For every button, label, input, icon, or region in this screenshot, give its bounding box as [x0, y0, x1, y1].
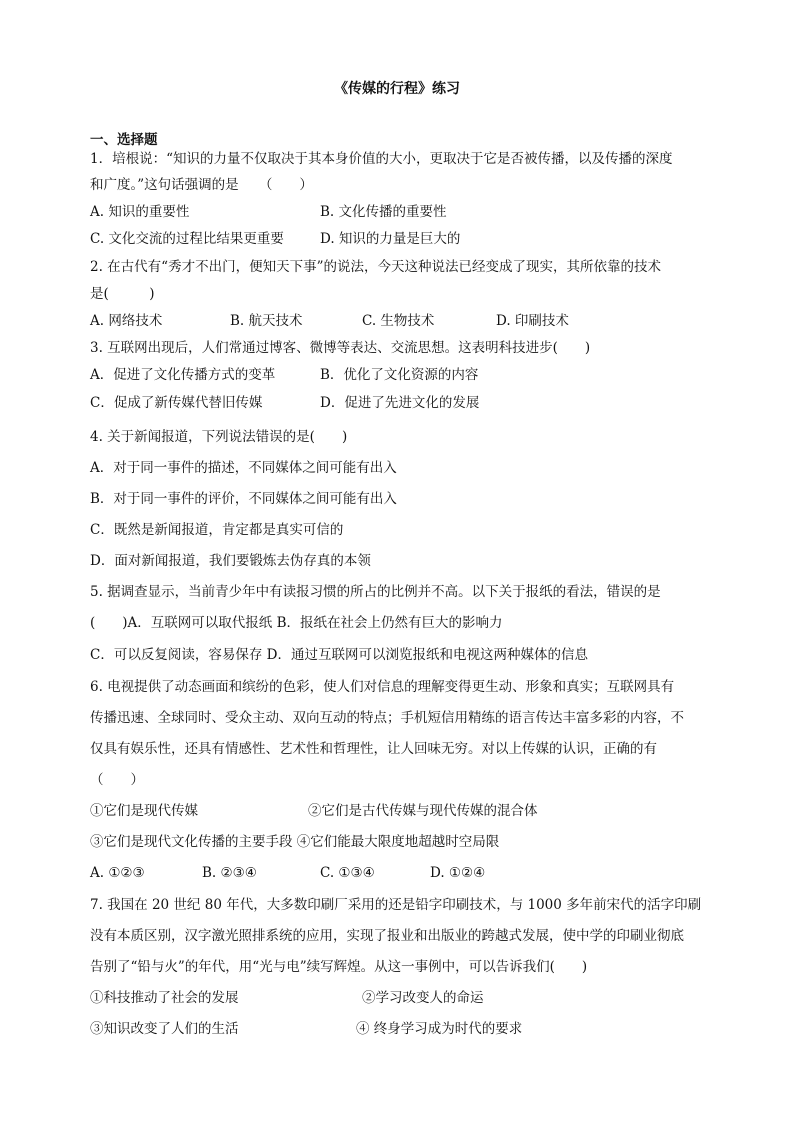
option-a: A. 网络技术	[90, 313, 163, 329]
question-5-options: ( )A．互联网可以取代报纸 B．报纸在社会上仍然有巨大的影响力	[90, 615, 503, 631]
option-c: C. 文化交流的过程比结果更重要	[90, 231, 284, 247]
option-b: B. 文化传播的重要性	[320, 204, 447, 220]
question-6-text: 仅具有娱乐性，还具有情感性、艺术性和哲理性，让人回味无穷。对以上传媒的认识，正确的有	[90, 741, 657, 757]
statement-3-4: ③它们是现代文化传播的主要手段 ④它们能最大限度地超越时空局限	[90, 834, 500, 850]
question-5-options: C．可以反复阅读，容易保存 D．通过互联网可以浏览报纸和电视这两种媒体的信息	[90, 647, 588, 663]
option-a: A．促进了文化传播方式的变革	[90, 367, 276, 383]
option-b: B. 航天技术	[230, 313, 303, 329]
option-d: D. 印刷技术	[496, 313, 569, 329]
statement-1: ①它们是现代传媒	[90, 803, 198, 819]
question-7-text: 没有本质区别，汉字激光照排系统的应用，实现了报业和出版业的跨越式发展，使中学的印刷业彻底	[90, 928, 684, 944]
option-b: B．优化了文化资源的内容	[320, 367, 479, 383]
question-2-text: 2. 在古代有“秀才不出门，便知天下事”的说法，今天这种说法已经变成了现实，其所依靠的技术	[90, 259, 661, 275]
statement-3: ③知识改变了人们的生活	[90, 1021, 239, 1037]
option-d: D. 知识的力量是巨大的	[320, 231, 461, 247]
question-5-text: 5. 据调查显示，当前青少年中有读报习惯的所占的比例并不高。以下关于报纸的看法，错误的是	[90, 584, 661, 600]
option-d: D．面对新闻报道，我们要锻炼去伪存真的本领	[90, 553, 371, 569]
page-title: 《传媒的行程》练习	[334, 81, 460, 97]
option-a: A．对于同一事件的描述，不同媒体之间可能有出入	[90, 460, 397, 476]
question-7-text: 7. 我国在 20 世纪 80 年代，大多数印刷厂采用的还是铅字印刷技术，与 1000 多年前宋代的活字印刷	[90, 897, 702, 913]
statement-4: ④ 终身学习成为时代的要求	[356, 1021, 523, 1037]
option-a: A. 知识的重要性	[90, 204, 190, 220]
option-c: C．促成了新传媒代替旧传媒	[90, 395, 263, 411]
statement-1: ①科技推动了社会的发展	[90, 990, 239, 1006]
option-c: C. 生物技术	[362, 313, 435, 329]
question-1-text: 1．培根说：“知识的力量不仅取决于其本身价值的大小，更取决于它是否被传播，以及传播的深度	[90, 151, 673, 167]
question-1-text: 和广度。”这句话强调的是 （ ）	[90, 177, 313, 193]
statement-2: ②它们是古代传媒与现代传媒的混合体	[308, 803, 538, 819]
statement-2: ②学习改变人的命运	[362, 990, 484, 1006]
option-c: C．既然是新闻报道，肯定都是真实可信的	[90, 522, 344, 538]
question-3-text: 3. 互联网出现后，人们常通过博客、微博等表达、交流思想。这表明科技进步( )	[90, 340, 591, 356]
section-heading: 一、选择题	[90, 132, 158, 148]
question-6-text: 6. 电视提供了动态画面和缤纷的色彩，使人们对信息的理解变得更生动、形象和真实；互联网具有	[90, 679, 675, 695]
option-b: B．对于同一事件的评价，不同媒体之间可能有出入	[90, 491, 397, 507]
question-4-text: 4. 关于新闻报道，下列说法错误的是( )	[90, 429, 348, 445]
option-c: C. ①③④	[320, 865, 375, 881]
option-d: D. ①②④	[430, 865, 486, 881]
question-7-text: 告别了“铅与火”的年代，用“光与电”续写辉煌。从这一事例中，可以告诉我们( )	[90, 959, 588, 975]
question-2-text: 是( )	[90, 286, 155, 302]
option-b: B. ②③④	[202, 865, 257, 881]
question-6-text: 传播迅速、全球同时、受众主动、双向互动的特点；手机短信用精练的语言传达丰富多彩的内容，不	[90, 710, 684, 726]
option-a: A. ①②③	[90, 865, 145, 881]
question-6-text: （ ）	[90, 772, 144, 788]
option-d: D．促进了先进文化的发展	[320, 395, 480, 411]
